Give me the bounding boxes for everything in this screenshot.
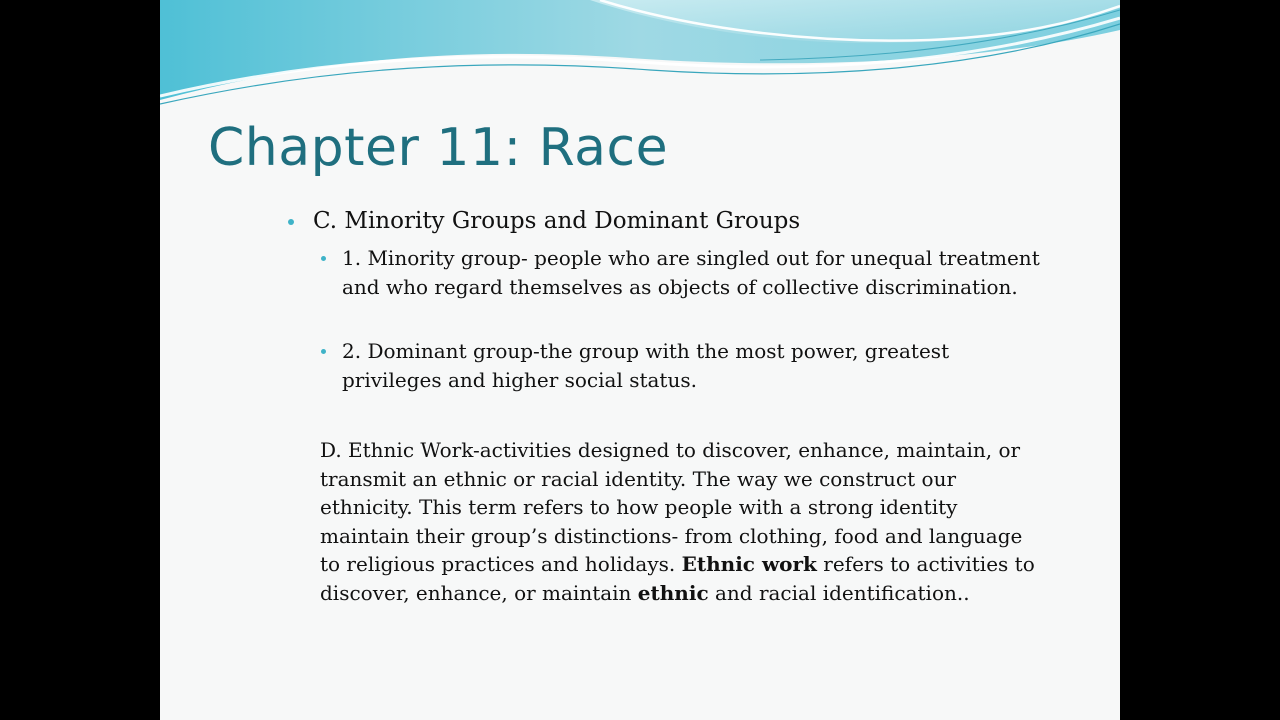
paragraph-text-2: refers to activities to discover, enhance, or maintain — [320, 552, 1035, 605]
sub-bullet-dominant-group: 2. Dominant group-the group with the most power, greatest privileges and higher social status. — [342, 339, 950, 392]
bold-term-ethnic-work: Ethnic work — [681, 552, 817, 577]
bullet-dot-icon — [321, 256, 326, 261]
sub-bullet-minority-group: 1. Minority group- people who are singled out for unequal treatment and who regard themselves as objects of collective discrimination. — [342, 246, 1040, 299]
decorative-wave-header — [160, 0, 1120, 120]
bullet-minority-dominant-groups: C. Minority Groups and Dominant Groups — [313, 208, 801, 234]
slide — [160, 0, 1120, 720]
bullet-dot-icon — [288, 219, 294, 225]
paragraph-text: D. Ethnic Work-activities designed to discover, enhance, maintain, or transmit an ethnic or racial identity. The way we construct our ethnicity. This term refers to how people with a strong identity maintain their group’s distinctions- from clothing, food and language to religious practices and holidays. — [320, 438, 1023, 577]
bullet-dot-icon — [321, 349, 326, 354]
slide-title: Chapter 11: Race — [208, 118, 669, 178]
paragraph-ethnic-work — [320, 436, 1040, 608]
paragraph-text-3: and racial identification.. — [714, 580, 970, 605]
bold-term-ethnic: ethnic — [637, 580, 709, 605]
